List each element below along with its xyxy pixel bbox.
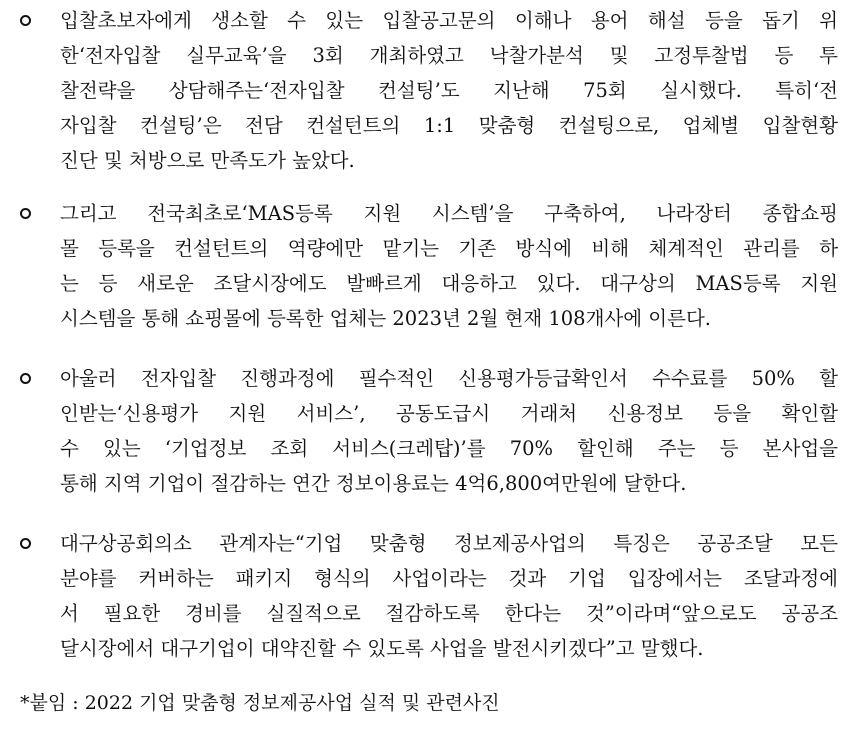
paragraph-line: 찰전략을 상담해주는‘전자입찰 컨설팅’도 지난해 75회 실시했다. 특히‘전 [60,79,838,102]
paragraph-line: 자입찰 컨설팅’은 전담 컨설턴트의 1:1 맞춤형 컨설팅으로, 업체별 입찰현황 [60,114,838,137]
paragraph-line: 대구상공회의소 관계자는“기업 맞춤형 정보제공사업의 특징은 공공조달 모든 [60,532,838,555]
paragraph-line: 몰 등록을 컨설턴트의 역량에만 맡기는 기존 방식에 비해 체계적인 관리를 하 [60,237,838,260]
paragraph-line: 인받는‘신용평가 지원 서비스’, 공동도급시 거래처 신용정보 등을 확인할 [60,402,838,425]
paragraph-line: 아울러 전자입찰 진행과정에 필수적인 신용평가등급확인서 수수료를 50% 할 [60,367,838,390]
paragraph-line: 시스템을 통해 쇼핑몰에 등록한 업체는 2023년 2월 현재 108개사에 이른다. [60,307,711,330]
paragraph-line: 통해 지역 기업이 절감하는 연간 정보이용료는 4억6,800여만원에 달한다. [60,472,687,495]
circle-bullet-icon [20,373,31,384]
paragraph-line: 입찰초보자에게 생소할 수 있는 입찰공고문의 이해나 용어 해설 등을 돕기 위 [60,9,838,32]
paragraph-line: 한‘전자입찰 실무교육’을 3회 개최하였고 낙찰가분석 및 고정투찰법 등 투 [60,44,838,67]
paragraph-line: 그리고 전국최초로‘MAS등록 지원 시스템’을 구축하여, 나라장터 종합쇼핑 [60,202,838,225]
paragraph-text [60,364,838,504]
paragraph-line: 달시장에서 대구기업이 대약진할 수 있도록 사업을 발전시키겠다”고 말했다. [60,637,704,660]
paragraph-text [60,199,838,339]
circle-bullet-icon [20,538,31,549]
paragraph-text [60,6,838,181]
paragraph-line: 진단 및 처방으로 만족도가 높았다. [60,149,355,172]
circle-bullet-icon [20,208,31,219]
paragraph-line: 수 있는 ‘기업정보 조회 서비스(크레탑)’를 70% 할인해 주는 등 본사업을 [60,437,838,460]
paragraph-text [60,529,838,669]
attachment-footnote: *붙임 : 2022 기업 맞춤형 정보제공사업 실적 및 관련사진 [20,692,500,714]
circle-bullet-icon [20,15,31,26]
paragraph-line: 는 등 새로운 조달시장에도 발빠르게 대응하고 있다. 대구상의 MAS등록 지원 [60,272,838,295]
paragraph-line: 분야를 커버하는 패키지 형식의 사업이라는 것과 기업 입장에서는 조달과정에 [60,567,838,590]
paragraph-line: 서 필요한 경비를 실질적으로 절감하도록 한다는 것”이라며“앞으로도 공공조 [60,602,838,625]
